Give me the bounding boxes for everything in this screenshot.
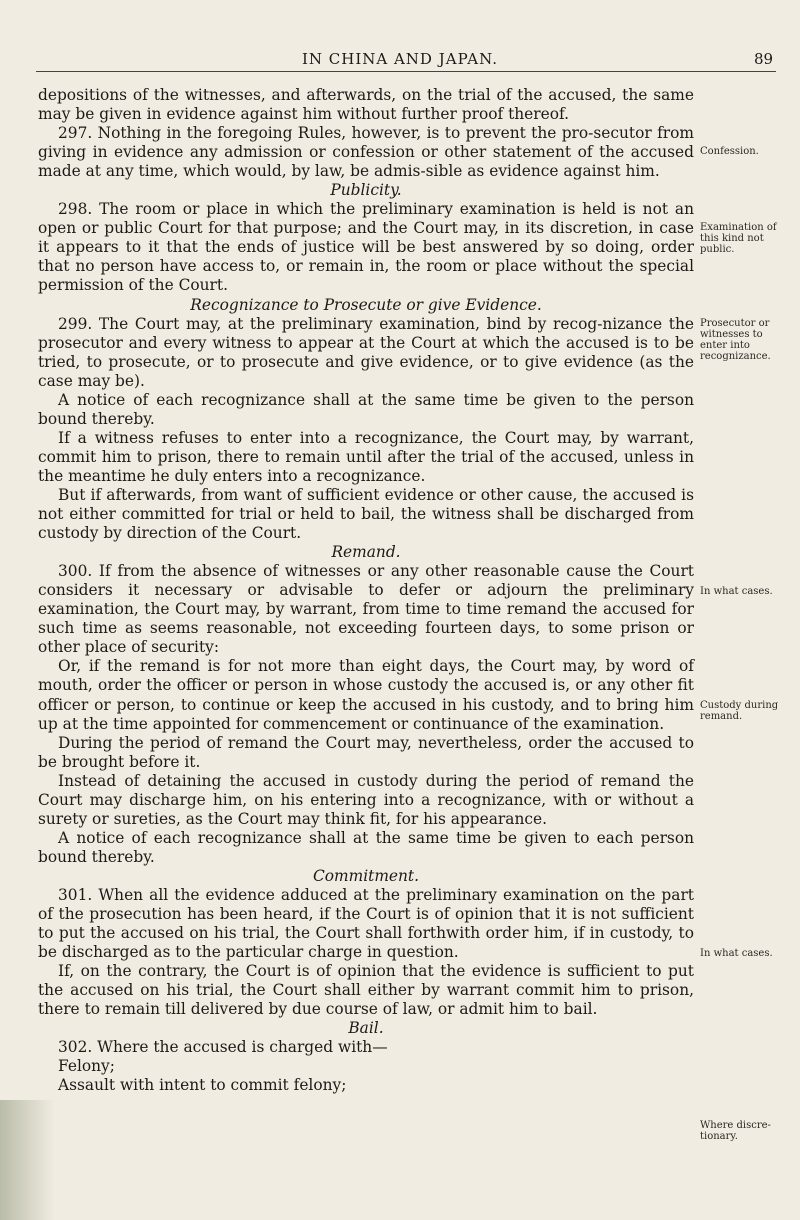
section-300: 300. If from the absence of witnesses or any other reasonable cause the Court considers it necessary or advisable to defer or adjourn the preliminary examination, the Court may, by warrant, from time to time remand the accused for such time as seems reasonable, not exceeding fourteen days, to some prison or other place of security: <box>38 562 694 657</box>
section-300-notice: A notice of each recognizance shall at the same time be given to each person bound thereby. <box>38 828 694 866</box>
bail-felony: Felony; <box>58 1057 115 1076</box>
margin-note-confession: Confession. <box>700 146 759 157</box>
section-297: 297. Nothing in the foregoing Rules, however, is to prevent the pro-secutor from giving in evidence any admission or confession or other statement of the accused made at any time, which would, by law, be admis-sible as evidence against him. <box>38 124 694 181</box>
section-301: 301. When all the evidence adduced at the preliminary examination on the part of the prosecution has been heard, if the Court is of opinion that it is not sufficient to put the accused on his trial, the Court shall forthwith order him, if in custody, to be discharged as to the particular charge in question. <box>38 885 694 962</box>
margin-note-discretionary: Where discre-tionary. <box>700 1120 771 1142</box>
section-300-period: During the period of remand the Court may, nevertheless, order the accused to be brought before it. <box>38 733 694 771</box>
paragraph-continuation: depositions of the witnesses, and afterwards, on the trial of the accused, the same may be given in evidence against him without further proof thereof. <box>38 86 694 124</box>
margin-note-prosecutor: Prosecutor or witnesses to enter into recognizance. <box>700 318 771 362</box>
heading-bail: Bail. <box>348 1019 384 1038</box>
section-300-word-of-mouth: Or, if the remand is for not more than eight days, the Court may, by word of mouth, order the officer or person in whose custody the accused is, or any other fit officer or person, to continue or keep the accused in his custody, and to bring him up at the time appointed for commencement or continuance of the examination. <box>38 657 694 733</box>
section-302: 302. Where the accused is charged with— <box>58 1038 388 1057</box>
binding-shadow <box>0 1100 55 1220</box>
section-299-discharge: But if afterwards, from want of sufficient evidence or other cause, the accused is not either committed for trial or held to bail, the witness shall be discharged from custody by direction of the Court. <box>38 485 694 543</box>
margin-note-custody: Custody during remand. <box>700 700 779 722</box>
section-299-refusal: If a witness refuses to enter into a recognizance, the Court may, by warrant, commit him to prison, there to remain until after the trial of the accused, unless in the meantime he duly enters into a recognizance. <box>38 428 694 485</box>
header-rule <box>36 71 776 72</box>
running-title: IN CHINA AND JAPAN. <box>301 50 499 68</box>
bail-assault: Assault with intent to commit felony; <box>58 1076 347 1095</box>
section-299-notice: A notice of each recognizance shall at the same time be given to the person bound thereby. <box>38 390 694 428</box>
page-number: 89 <box>754 50 774 68</box>
margin-note-examination: Examination of this kind not public. <box>700 222 777 255</box>
heading-remand: Remand. <box>331 543 401 562</box>
heading-commitment: Commitment. <box>312 866 420 885</box>
main-text <box>38 86 694 1095</box>
section-298: 298. The room or place in which the preliminary examination is held is not an open or public Court for that purpose; and the Court may, in its discretion, in case it appears to it that the ends of justice will be best answered by so doing, order that no person have access to, or remain in, the room or place without the special permission of the Court. <box>38 200 694 295</box>
section-300-instead: Instead of detaining the accused in custody during the period of remand the Court may discharge him, on his entering into a recognizance, with or without a surety or sureties, as the Court may think fit, for his appearance. <box>38 771 694 828</box>
section-299: 299. The Court may, at the preliminary examination, bind by recog-nizance the prosecutor and every witness to appear at the Court at which the accused is to be tried, to prosecute, or to prosecute and give evidence, or to give evidence (as the case may be). <box>38 314 694 390</box>
margin-note-in-what-cases: In what cases. <box>700 586 773 597</box>
margin-note-in-what-cases-2: In what cases. <box>700 948 773 959</box>
heading-recognizance: Recognizance to Prosecute or give Evidence. <box>190 295 542 314</box>
heading-publicity: Publicity. <box>330 181 402 200</box>
section-301-contrary: If, on the contrary, the Court is of opinion that the evidence is sufficient to put the accused on his trial, the Court shall either by warrant commit him to prison, there to remain till delivered by due course of law, or admit him to bail. <box>38 962 694 1019</box>
